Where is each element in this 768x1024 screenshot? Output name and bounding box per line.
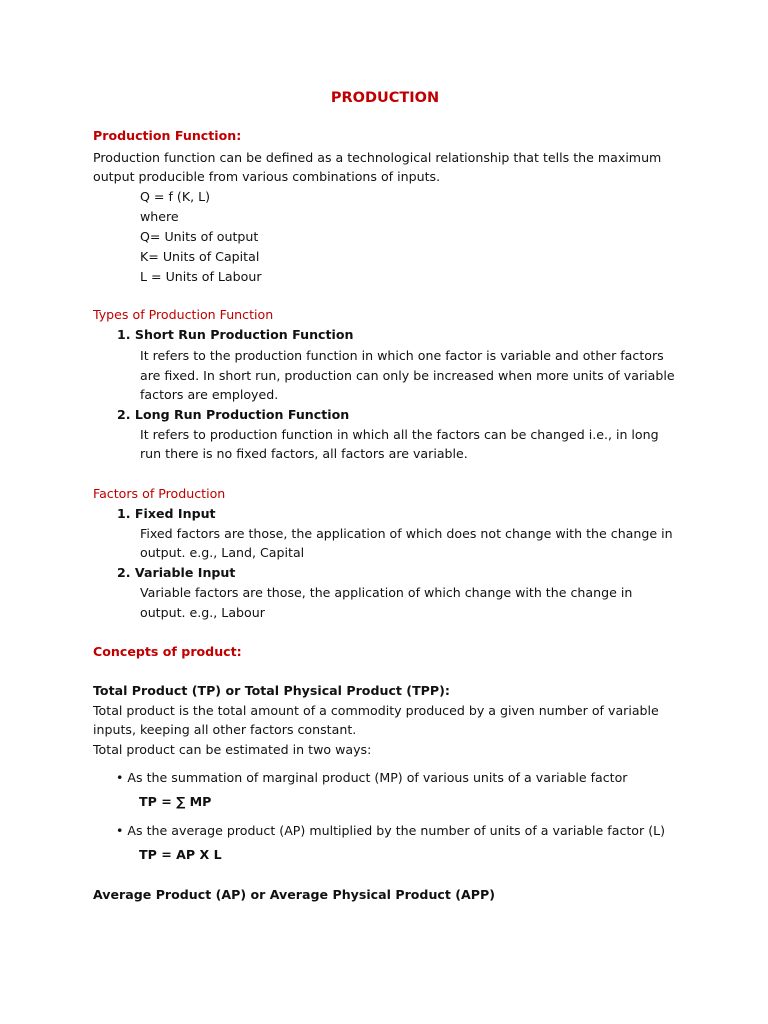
list-item-label: 2. Long Run Production Function: [117, 407, 350, 422]
section-heading-factors: Factors of Production: [93, 486, 226, 501]
variable-definition: Q= Units of output: [140, 229, 259, 244]
list-item-text: output. e.g., Land, Capital: [140, 545, 305, 560]
paragraph-line: Total product can be estimated in two ways:: [93, 742, 372, 757]
bullet-item: • As the average product (AP) multiplied by the number of units of a variable factor (L): [116, 823, 666, 838]
subheading-total-product: Total Product (TP) or Total Physical Product (TPP):: [93, 683, 450, 698]
list-item-text: It refers to the production function in which one factor is variable and other factors: [140, 348, 664, 363]
subheading-average-product: Average Product (AP) or Average Physical Product (APP): [93, 887, 496, 902]
variable-definition: K= Units of Capital: [140, 249, 260, 264]
formula: TP = AP X L: [139, 847, 222, 862]
list-item-text: output. e.g., Labour: [140, 605, 265, 620]
formula: Q = f (K, L): [140, 189, 211, 204]
section-heading-concepts: Concepts of product:: [93, 644, 242, 659]
list-item-text: factors are employed.: [140, 387, 279, 402]
section-heading-production-function: Production Function:: [93, 128, 242, 143]
list-item-text: are fixed. In short run, production can only be increased when more units of variable: [140, 368, 675, 383]
bullet-item: • As the summation of marginal product (MP) of various units of a variable factor: [116, 770, 628, 785]
list-item-text: It refers to production function in which all the factors can be changed i.e., in long: [140, 427, 659, 442]
list-item-text: run there is no fixed factors, all factors are variable.: [140, 446, 468, 461]
formula: TP = ∑ MP: [139, 794, 212, 809]
variable-definition: L = Units of Labour: [140, 269, 262, 284]
list-item-label: 2. Variable Input: [117, 565, 236, 580]
paragraph-line: inputs, keeping all other factors constant.: [93, 722, 357, 737]
list-item-text: Fixed factors are those, the application of which does not change with the change in: [140, 526, 673, 541]
where-text: where: [140, 209, 179, 224]
definition-line: output producible from various combinations of inputs.: [93, 169, 441, 184]
section-heading-types: Types of Production Function: [93, 307, 274, 322]
list-item-label: 1. Fixed Input: [117, 506, 216, 521]
list-item-text: Variable factors are those, the application of which change with the change in: [140, 585, 633, 600]
paragraph-line: Total product is the total amount of a commodity produced by a given number of variable: [93, 703, 659, 718]
list-item-label: 1. Short Run Production Function: [117, 327, 354, 342]
page-title: PRODUCTION: [330, 90, 440, 106]
definition-line: Production function can be defined as a technological relationship that tells the maximum: [93, 150, 662, 165]
